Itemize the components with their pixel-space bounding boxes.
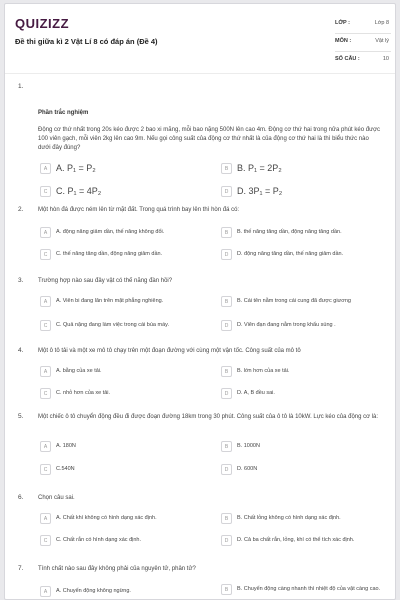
option-b[interactable]: [221, 365, 391, 379]
option-text: A. Viên bi đang lăn trên mặt phẳng nghiêng.: [56, 298, 164, 304]
option-a[interactable]: [40, 365, 210, 379]
option-d[interactable]: [221, 534, 391, 548]
meta-info: [335, 16, 391, 69]
question-number: 5.: [18, 413, 24, 420]
option-text: D. Cả ba chất rắn, lỏng, khí có thể tích xác định.: [237, 537, 355, 543]
option-d[interactable]: [221, 463, 391, 477]
option-letter-box[interactable]: C: [40, 249, 51, 260]
option-a[interactable]: [40, 512, 210, 526]
option-text: C. Quả nặng đang làm việc trong cái búa máy.: [56, 322, 170, 328]
question-number: 1.: [18, 83, 24, 90]
option-letter-box[interactable]: B: [221, 227, 232, 238]
meta-row-class: [335, 16, 391, 34]
option-letter-box[interactable]: D: [221, 388, 232, 399]
option-text: C. nhỏ hơn của xe tải.: [56, 390, 111, 396]
option-letter-box[interactable]: A: [40, 513, 51, 524]
option-text: B. Cái tên nằm trong cái cung đã được giương: [237, 298, 351, 304]
option-d[interactable]: [221, 319, 391, 333]
option-letter-box[interactable]: A: [40, 366, 51, 377]
option-letter-box[interactable]: A: [40, 163, 51, 174]
option-letter-box[interactable]: D: [221, 464, 232, 475]
option-letter-box[interactable]: C: [40, 320, 51, 331]
option-d[interactable]: [221, 387, 391, 401]
option-text: D. A, B đều sai.: [237, 390, 275, 396]
option-text: D. 600N: [237, 466, 258, 472]
option-c[interactable]: [40, 319, 210, 333]
worksheet-title: Đề thi giữa kì 2 Vật Lí 8 có đáp án (Đề 4): [15, 37, 158, 46]
option-text: B. Chất lỏng không có hình dạng xác định.: [237, 515, 341, 521]
option-letter-box[interactable]: D: [221, 186, 232, 197]
option-letter-box[interactable]: B: [221, 366, 232, 377]
option-text: A. Chuyển động không ngừng.: [56, 588, 131, 594]
question-text: Một chiếc ô tô chuyển động đều đi được đoạn đường 18km trong 30 phút. Công suất của ô tô là 10kW. Lực kéo của động cơ là:: [38, 414, 379, 420]
option-b[interactable]: [221, 583, 391, 597]
option-text: B. P₁ = 2P₂: [237, 163, 282, 173]
worksheet-header: [5, 4, 395, 74]
option-text: B. Chuyển động càng nhanh thì nhiệt độ của vật càng cao.: [237, 586, 381, 592]
option-text: D. Viên đạn đang nằm trong khẩu súng .: [237, 322, 336, 328]
option-c[interactable]: [40, 534, 210, 548]
option-a[interactable]: [40, 295, 210, 309]
question-number: 7.: [18, 565, 24, 572]
question-text: Một hòn đá được ném lên từ mặt đất. Trong quá trình bay lên thì hòn đá có:: [38, 207, 240, 213]
option-b[interactable]: [221, 512, 391, 526]
option-text: B. thế năng tăng dần, động năng tăng dần.: [237, 229, 342, 235]
option-b[interactable]: [221, 295, 391, 309]
option-letter-box[interactable]: B: [221, 296, 232, 307]
option-letter-box[interactable]: A: [40, 227, 51, 238]
question-text: Trường hợp nào sau đây vật có thế năng đàn hồi?: [38, 278, 173, 284]
option-letter-box[interactable]: B: [221, 163, 232, 174]
question-text: Tính chất nào sau đây không phải của nguyên tử, phân tử?: [38, 566, 196, 572]
meta-value: Vật lý: [375, 38, 389, 44]
option-letter-box[interactable]: B: [221, 441, 232, 452]
option-text: A. bằng của xe tải.: [56, 368, 102, 374]
section-heading: Phần trắc nghiệm: [38, 110, 89, 116]
option-text: B. lớn hơn của xe tải.: [237, 368, 290, 374]
meta-row-count: [335, 52, 391, 69]
option-letter-box[interactable]: B: [221, 584, 232, 595]
option-letter-box[interactable]: C: [40, 535, 51, 546]
option-letter-box[interactable]: C: [40, 464, 51, 475]
option-text: C.540N: [56, 466, 75, 472]
worksheet-page: [4, 3, 396, 600]
option-text: C. thế năng tăng dần, động năng giảm dần.: [56, 251, 163, 257]
meta-value: Lớp 8: [374, 20, 389, 26]
meta-key: LỚP :: [335, 20, 350, 26]
option-text: B. 1000N: [237, 443, 260, 449]
option-b[interactable]: [221, 440, 391, 454]
quizizz-logo: QUIZIZZ: [15, 16, 70, 31]
option-c[interactable]: [40, 387, 210, 401]
option-text: A. 180N: [56, 443, 76, 449]
option-b[interactable]: [221, 226, 391, 240]
option-letter-box[interactable]: C: [40, 186, 51, 197]
option-text: C. P₁ = 4P₂: [56, 186, 102, 196]
option-c[interactable]: [40, 185, 210, 199]
option-text: D. động năng tăng dần, thế năng giảm dần.: [237, 251, 344, 257]
option-letter-box[interactable]: D: [221, 535, 232, 546]
option-letter-box[interactable]: A: [40, 441, 51, 452]
meta-key: MÔN :: [335, 38, 352, 44]
option-text: A. P₁ = P₂: [56, 163, 96, 173]
question-text: Một ô tô tải và một xe mô tô chạy trên một đoạn đường với cùng một vận tốc. Công suất của mô tô: [38, 348, 301, 354]
option-a[interactable]: [40, 440, 210, 454]
question-text: Chọn câu sai.: [38, 495, 75, 501]
option-b[interactable]: [221, 162, 391, 176]
option-letter-box[interactable]: A: [40, 586, 51, 597]
option-c[interactable]: [40, 248, 210, 262]
option-a[interactable]: [40, 162, 210, 176]
question-number: 2.: [18, 206, 24, 213]
option-d[interactable]: [221, 248, 391, 262]
option-letter-box[interactable]: D: [221, 320, 232, 331]
option-text: D. 3P₁ = P₂: [237, 186, 283, 196]
meta-value: 10: [382, 56, 389, 62]
question-number: 6.: [18, 494, 24, 501]
question-text: Động cơ thứ nhất trong 20s kéo được 2 bao xi măng, mỗi bao nặng 500N lên cao 4m. Động cơ thứ hai trong nửa phút kéo được 100 viên gạch, mỗi viên 2kg lên cao 9m. Nếu gọi công suất của động cơ thứ nhất là của động cơ thứ hai là thì biểu thức nào dưới đây đúng?: [38, 127, 381, 151]
header-divider: [5, 73, 395, 74]
question-number: 3.: [18, 277, 24, 284]
meta-key: SỐ CÂU :: [335, 56, 360, 62]
question-number: 4.: [18, 347, 24, 354]
meta-row-subject: [335, 34, 391, 52]
option-letter-box[interactable]: D: [221, 249, 232, 260]
option-a[interactable]: [40, 585, 210, 599]
option-d[interactable]: [221, 185, 391, 199]
option-c[interactable]: [40, 463, 210, 477]
option-text: C. Chất rắn có hình dạng xác định.: [56, 537, 141, 543]
option-letter-box[interactable]: C: [40, 388, 51, 399]
option-a[interactable]: [40, 226, 210, 240]
option-text: A. động năng giảm dần, thế năng không đổi.: [56, 229, 165, 235]
option-letter-box[interactable]: B: [221, 513, 232, 524]
option-text: A. Chất khí không có hình dạng xác định.: [56, 515, 157, 521]
option-letter-box[interactable]: A: [40, 296, 51, 307]
